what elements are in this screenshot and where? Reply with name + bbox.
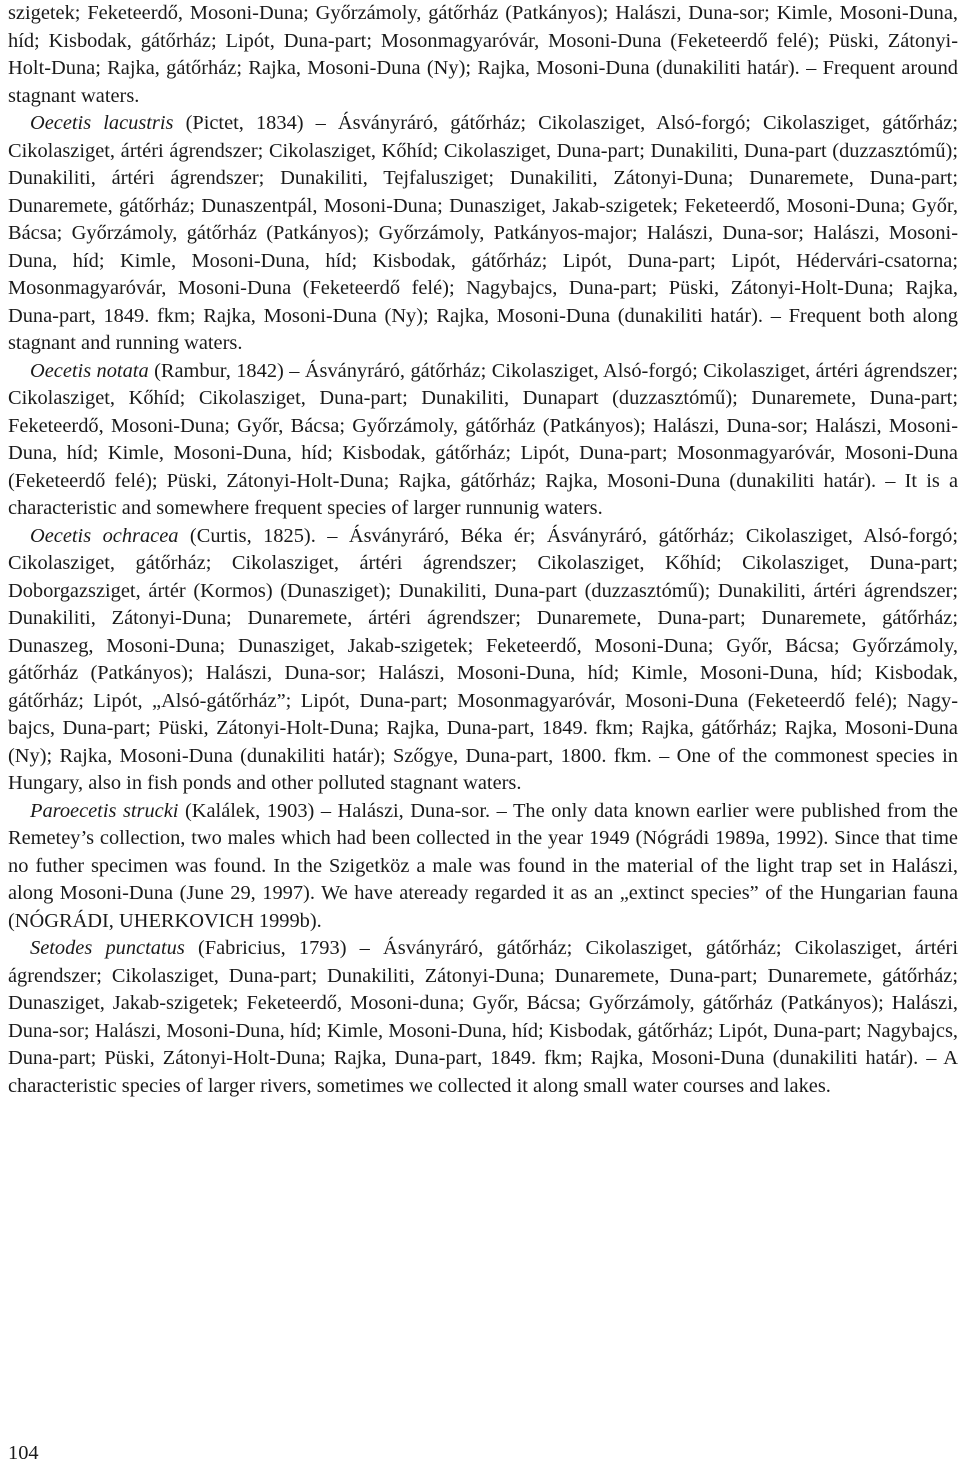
- species-name: Setodes punctatus: [30, 937, 185, 959]
- species-name: Oecetis notata: [30, 359, 149, 382]
- page-body: [8, 0, 958, 1100]
- paragraph-oecetis-ochracea: [8, 523, 958, 798]
- paragraph-text: szigetek; Feketeerdő, Mosoni-Duna; Győrzámoly, gátőrház (Patkányos); Halászi, Duna-sor; Kimle, Mosoni-Duna, híd; Kisbodak, gátőrház; Lipót, Duna-part; Mosonmagyaróvár, Mosoni-Duna (Feketeerdő felé); Püski, Zátonyi-Holt-Duna; Rajka, gátőrház; Rajka, Mosoni-Duna (Ny); Rajka, Mosoni-Duna (dunakiliti határ). – Frequent around stagnant waters.: [8, 2, 958, 107]
- paragraph-continuation: [8, 0, 958, 110]
- paragraph-text: (Rambur, 1842) – Ásványráró, gátőrház; Cikolasziget, Alsó-forgó; Cikolasziget, ártéri ágrendszer; Cikolasziget, Kőhíd; Cikolasziget, Duna-part; Dunakiliti, Dunapart (duzzasztómű); Dunaremete, Duna-part; Feketeerdő, Mosoni-Duna; Győr, Bácsa; Győrzámoly, gátőrház (Patkányos); Halászi, Duna-sor; Halászi, Mosoni-Duna, híd; Kimle, Mosoni-Duna, híd; Kisbodak, gátőrház; Lipót, Duna-part; Mosonmagyaróvár, Mosoni-Duna (Feketeerdő felé); Püski, Zátonyi-Holt-Duna; Rajka, gátőrház; Rajka, Mosoni-Duna (dunakiliti határ). – It is a characteristic and somewhere frequent species of larger runnunig waters.: [8, 359, 959, 519]
- paragraph-text: (Kalálek, 1903) – Halászi, Duna-sor. – The only data known earlier were published from the Remetey’s collection, two males which had been collected in the year 1949 (Nógrádi 1989a, 1992). Since that time no futher specimen was found. In the Szigetköz a male was found in the material of the light trap set in Halászi, along Mosoni-Duna (June 29, 1997). We have ateready regarded it as an „extinct species” of the Hungarian fauna (NÓGRÁDI, UHERKOVICH 1999b).: [8, 799, 958, 932]
- paragraph-oecetis-notata: [8, 358, 958, 523]
- paragraph-text: (Pictet, 1834) – Ásványráró, gátőrház; Cikolasziget, Alsó-forgó; Cikolasziget, gátőrház; Cikolasziget, ártéri ágrendszer; Cikolasziget, Kőhíd; Cikolasziget, Duna-part; Dunakiliti, Duna-part (duzzasztómű); Dunakiliti, ártéri ágrendszer; Dunakiliti, Tejfalusziget; Dunakiliti, Zátonyi-Duna; Dunaremete, Duna-part; Dunaremete, gátőrház; Dunaszentpál, Mosoni-Duna; Dunasziget, Jakab-szigetek; Feketeerdő, Mosoni-Duna; Győr, Bácsa; Győrzámoly, gátőrház (Patkányos); Győrzámoly, Patkányos-major; Halászi, Duna-sor; Halászi, Mosoni-Duna, híd; Kimle, Mosoni-Duna, híd; Kisbodak, gátőrház; Lipót, Duna-part; Lipót, Hédervári-csatorna; Mosonmagyaróvár, Mosoni-Duna (Feketeerdő felé); Nagybajcs, Duna-part; Püski, Zátonyi-Holt-Duna; Rajka, Duna-part, 1849. fkm; Rajka, Mosoni-Duna (Ny); Rajka, Mosoni-Duna (dunakiliti határ). – Frequent both along stagnant and running waters.: [8, 112, 959, 354]
- page-number: 104: [8, 1442, 39, 1464]
- paragraph-setodes-punctatus: [8, 935, 958, 1100]
- species-name: Oecetis ochracea: [30, 524, 179, 547]
- paragraph-paroecetis-strucki: [8, 798, 958, 936]
- species-name: Oecetis lacustris: [30, 112, 174, 134]
- paragraph-text: (Curtis, 1825). – Ásványráró, Béka ér; Ásványráró, gátőrház; Cikolasziget, Alsó-forgó; Cikolasziget, gátőrház; Cikolasziget, ártéri ágrendszer; Cikolasziget, Kőhíd; Cikolasziget, Duna-part; Doborgazsziget, ártér (Kormos) (Dunasziget); Dunakiliti, Duna-part (duzzasztómű); Dunakiliti, ártéri ágrendszer; Dunakiliti, Zátonyi-Duna; Dunaremete, ártéri ágrendszer; Dunaremete, Duna-part; Dunaremete, gátőrház; Dunaszeg, Mosoni-Duna; Dunasziget, Jakab-szigetek; Feketeerdő, Mosoni-Duna; Győr, Bácsa; Győrzámoly, gátőrház (Patkányos); Halászi, Duna-sor; Halászi, Mosoni-Duna, híd; Kimle, Mosoni-Duna, híd; Kisbodak, gátőrház; Lipót, „Alsó-gátőrház”; Lipót, Duna-part; Mosonmagyaróvár, Mosoni-Duna (Feketeerdő felé); Nagybajcs, Duna-part; Püski, Zátonyi-Holt-Duna; Rajka, Duna-part, 1849. fkm; Rajka, gátőrház; Rajka, Mosoni-Duna (Ny); Rajka, Mosoni-Duna (dunakiliti határ); Szőgye, Duna-part, 1800. fkm. – One of the commonest species in Hungary, also in fish ponds and other polluted stagnant waters.: [8, 524, 958, 794]
- species-name: Paroecetis strucki: [30, 799, 179, 822]
- paragraph-text: (Fabricius, 1793) – Ásványráró, gátőrház; Cikolasziget, gátőrház; Cikolasziget, ártéri ágrendszer; Cikolasziget, Duna-part; Dunakiliti, Zátonyi-Duna; Dunaremete, Duna-part; Dunaremete, gátőrház; Dunasziget, Jakab-szigetek; Feketeerdő, Mosoni-duna; Győr, Bácsa; Győrzámoly, gátőrház (Patkányos); Halászi, Duna-sor; Halászi, Mosoni-Duna, híd; Kimle, Mosoni-Duna, híd; Kisbodak, gátőrház; Lipót, Duna-part; Nagybajcs, Duna-part; Püski, Zátonyi-Holt-Duna; Rajka, Duna-part, 1849. fkm; Rajka, Mosoni-Duna (dunakiliti határ). – A characteristic species of larger rivers, sometimes we collected it along small water courses and lakes.: [8, 937, 958, 1097]
- paragraph-oecetis-lacustris: [8, 110, 958, 358]
